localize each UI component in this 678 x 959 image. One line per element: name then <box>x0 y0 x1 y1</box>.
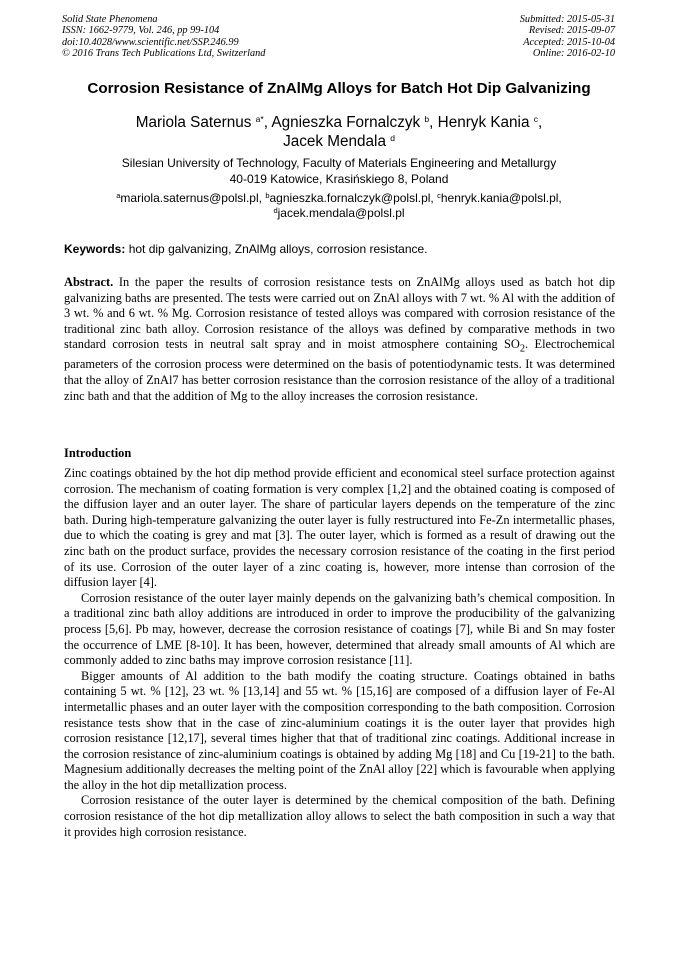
author-name: Mariola Saternus <box>135 114 252 131</box>
email-link[interactable]: jacek.mendala@polsl.pl <box>277 205 405 220</box>
affiliation-address: 40-019 Katowice, Krasińskiego 8, Poland <box>229 171 449 186</box>
paper-title: Corrosion Resistance of ZnAlMg Alloys for Batch Hot Dip Galvanizing <box>87 80 591 97</box>
affiliation-institution: Silesian University of Technology, Faculty of Materials Engineering and Metallurgy <box>121 156 557 170</box>
accepted-date: Accepted: 2015-10-04 <box>523 36 615 48</box>
online-date: Online: 2016-02-10 <box>532 47 615 59</box>
abstract-text-part2: . Electrochemical parameters of the corrosion process were determined on the basis of potentiodynamic tests. It was determined that the alloy of ZnAl7 has better corrosion resistance than the corrosion resistance of the alloy of a traditional zinc bath and that the addition of Mg to the alloy increases the corrosion resistance. <box>64 337 615 403</box>
abstract-label: Abstract. <box>64 275 114 289</box>
author-mark: a* <box>255 114 264 124</box>
author-mark: c <box>533 114 538 124</box>
section-heading-introduction: Introduction <box>64 446 132 460</box>
author-emails: $^a$mariola.saternus@polsl.pl, $^b$agnieszka.fornalczyk@polsl.pl, $^c$henryk.kania@polsl.pl, $^d$jacek.mendala@polsl.pl <box>116 191 562 220</box>
abstract-subscript: 2 <box>519 343 526 355</box>
intro-paragraph: Zinc coatings obtained by the hot dip method provide efficient and economical steel surface protection against corrosion. The mechanism of coating formation is very complex [1,2] and the obtained coating is composed of the diffusion layer and an outer layer. The share of particular layers depends on the temperature of the zinc bath. During high-temperature galvanizing the outer layer is fully restructured into Fe-Zn intermetallic phases, due to which the coating is grey and mat [3]. The outer layer, which is formed as a result of drawing out the zinc bath on the product surface, provides the necessary corrosion resistance of the coating in the first period of its use. Corrosion of the outer layer of a zinc coating is, however, more intense than corrosion of the diffusion layer [4]. <box>64 466 615 590</box>
email-link[interactable]: agnieszka.fornalczyk@polsl.pl <box>269 191 431 205</box>
affiliation <box>40 156 638 187</box>
revised-date: Revised: 2015-09-07 <box>528 25 615 37</box>
doi-line: doi:10.4028/www.scientific.net/SSP.246.99 <box>62 36 239 48</box>
issn-line: ISSN: 1662-9779, Vol. 246, pp 99-104 <box>62 25 220 37</box>
submitted-date: Submitted: 2015-05-31 <box>519 14 615 25</box>
author-list: Mariola Saternus $^{a*}$, Agnieszka Fornalczyk $^b$, Henryk Kania $^c$, Jacek Mendala $^d$ <box>135 114 543 150</box>
introduction-body <box>64 466 615 840</box>
email-mark: c <box>437 191 441 200</box>
email-mark: b <box>265 191 270 200</box>
abstract-paragraph <box>64 275 615 404</box>
intro-paragraph: Corrosion resistance of the outer layer mainly depends on the galvanizing bath’s chemical composition. In a traditional zinc bath alloy additions are introduced in order to improve the producibility of the galvanizing process [5,6]. Pb may, however, decrease the corrosion resistance of coatings [7], while Bi and Sn may foster the occurrence of LME [8-10]. It has been, however, determined that already small amounts of Al which are commonly added to zinc baths may improve corrosion resistance [11]. <box>64 590 615 668</box>
email-link[interactable]: henryk.kania@polsl.pl <box>440 191 559 205</box>
publication-dates <box>520 14 615 59</box>
abstract-text-part1: In the paper the results of corrosion resistance tests on ZnAlMg alloys used as batch hot dip galvanizing baths are presented. The tests were carried out on ZnAl alloys with 7 wt. % Al with the addition of 3 wt. % and 6 wt. % Mg. Corrosion resistance of tested alloys was compared with corrosion resistance of the traditional zinc bath alloy. Corrosion resistance of the alloys was defined by comparative methods in two standard corrosion tests in neutral salt spray and in moist atmosphere containing SO <box>64 275 615 352</box>
author-name: Agnieszka Fornalczyk <box>271 114 421 131</box>
keywords-label: Keywords: <box>64 242 126 256</box>
author-mark: b <box>424 114 430 124</box>
journal-info <box>62 14 265 59</box>
intro-paragraph: Bigger amounts of Al addition to the bath modify the coating structure. Coatings obtained in baths containing 5 wt. % [12], 23 wt. % [13,14] and 55 wt. % [15,16] are composed of a diffusion layer of Fe-Al intermetallic phases and an outer layer with the composition corresponding to the bath composition. Corrosion resistance tests show that in the case of zinc-aluminium coatings it is the outer layer that provides high corrosion resistance [12,17], several times higher that that of traditional zinc coatings. Additional increase in the corrosion resistance of zinc-aluminium coatings is obtained by adding Mg [18] and Cu [19-21] to the bath. Magnesium additionally decreases the melting point of the ZnAl alloy [22] which is favourable when applying the alloy in the hot dip metallization process. <box>64 668 615 792</box>
author-name: Henryk Kania <box>437 114 530 131</box>
email-mark: d <box>273 205 278 215</box>
abstract <box>64 275 615 404</box>
journal-name: Solid State Phenomena <box>62 14 158 25</box>
intro-paragraph: Corrosion resistance of the outer layer is determined by the chemical composition of the bath. Defining corrosion resistance of the hot dip metallization alloy allows to select the bath composition in such a way that it provides high corrosion resistance. <box>64 793 615 839</box>
email-mark: a <box>116 191 121 200</box>
copyright-line: © 2016 Trans Tech Publications Ltd, Switzerland <box>62 47 266 59</box>
keywords <box>64 242 428 257</box>
author-name: Jacek Mendala <box>283 133 386 150</box>
email-link[interactable]: mariola.saternus@polsl.pl <box>120 191 259 205</box>
keywords-text: hot dip galvanizing, ZnAlMg alloys, corrosion resistance. <box>128 242 428 256</box>
author-mark: d <box>390 133 395 143</box>
